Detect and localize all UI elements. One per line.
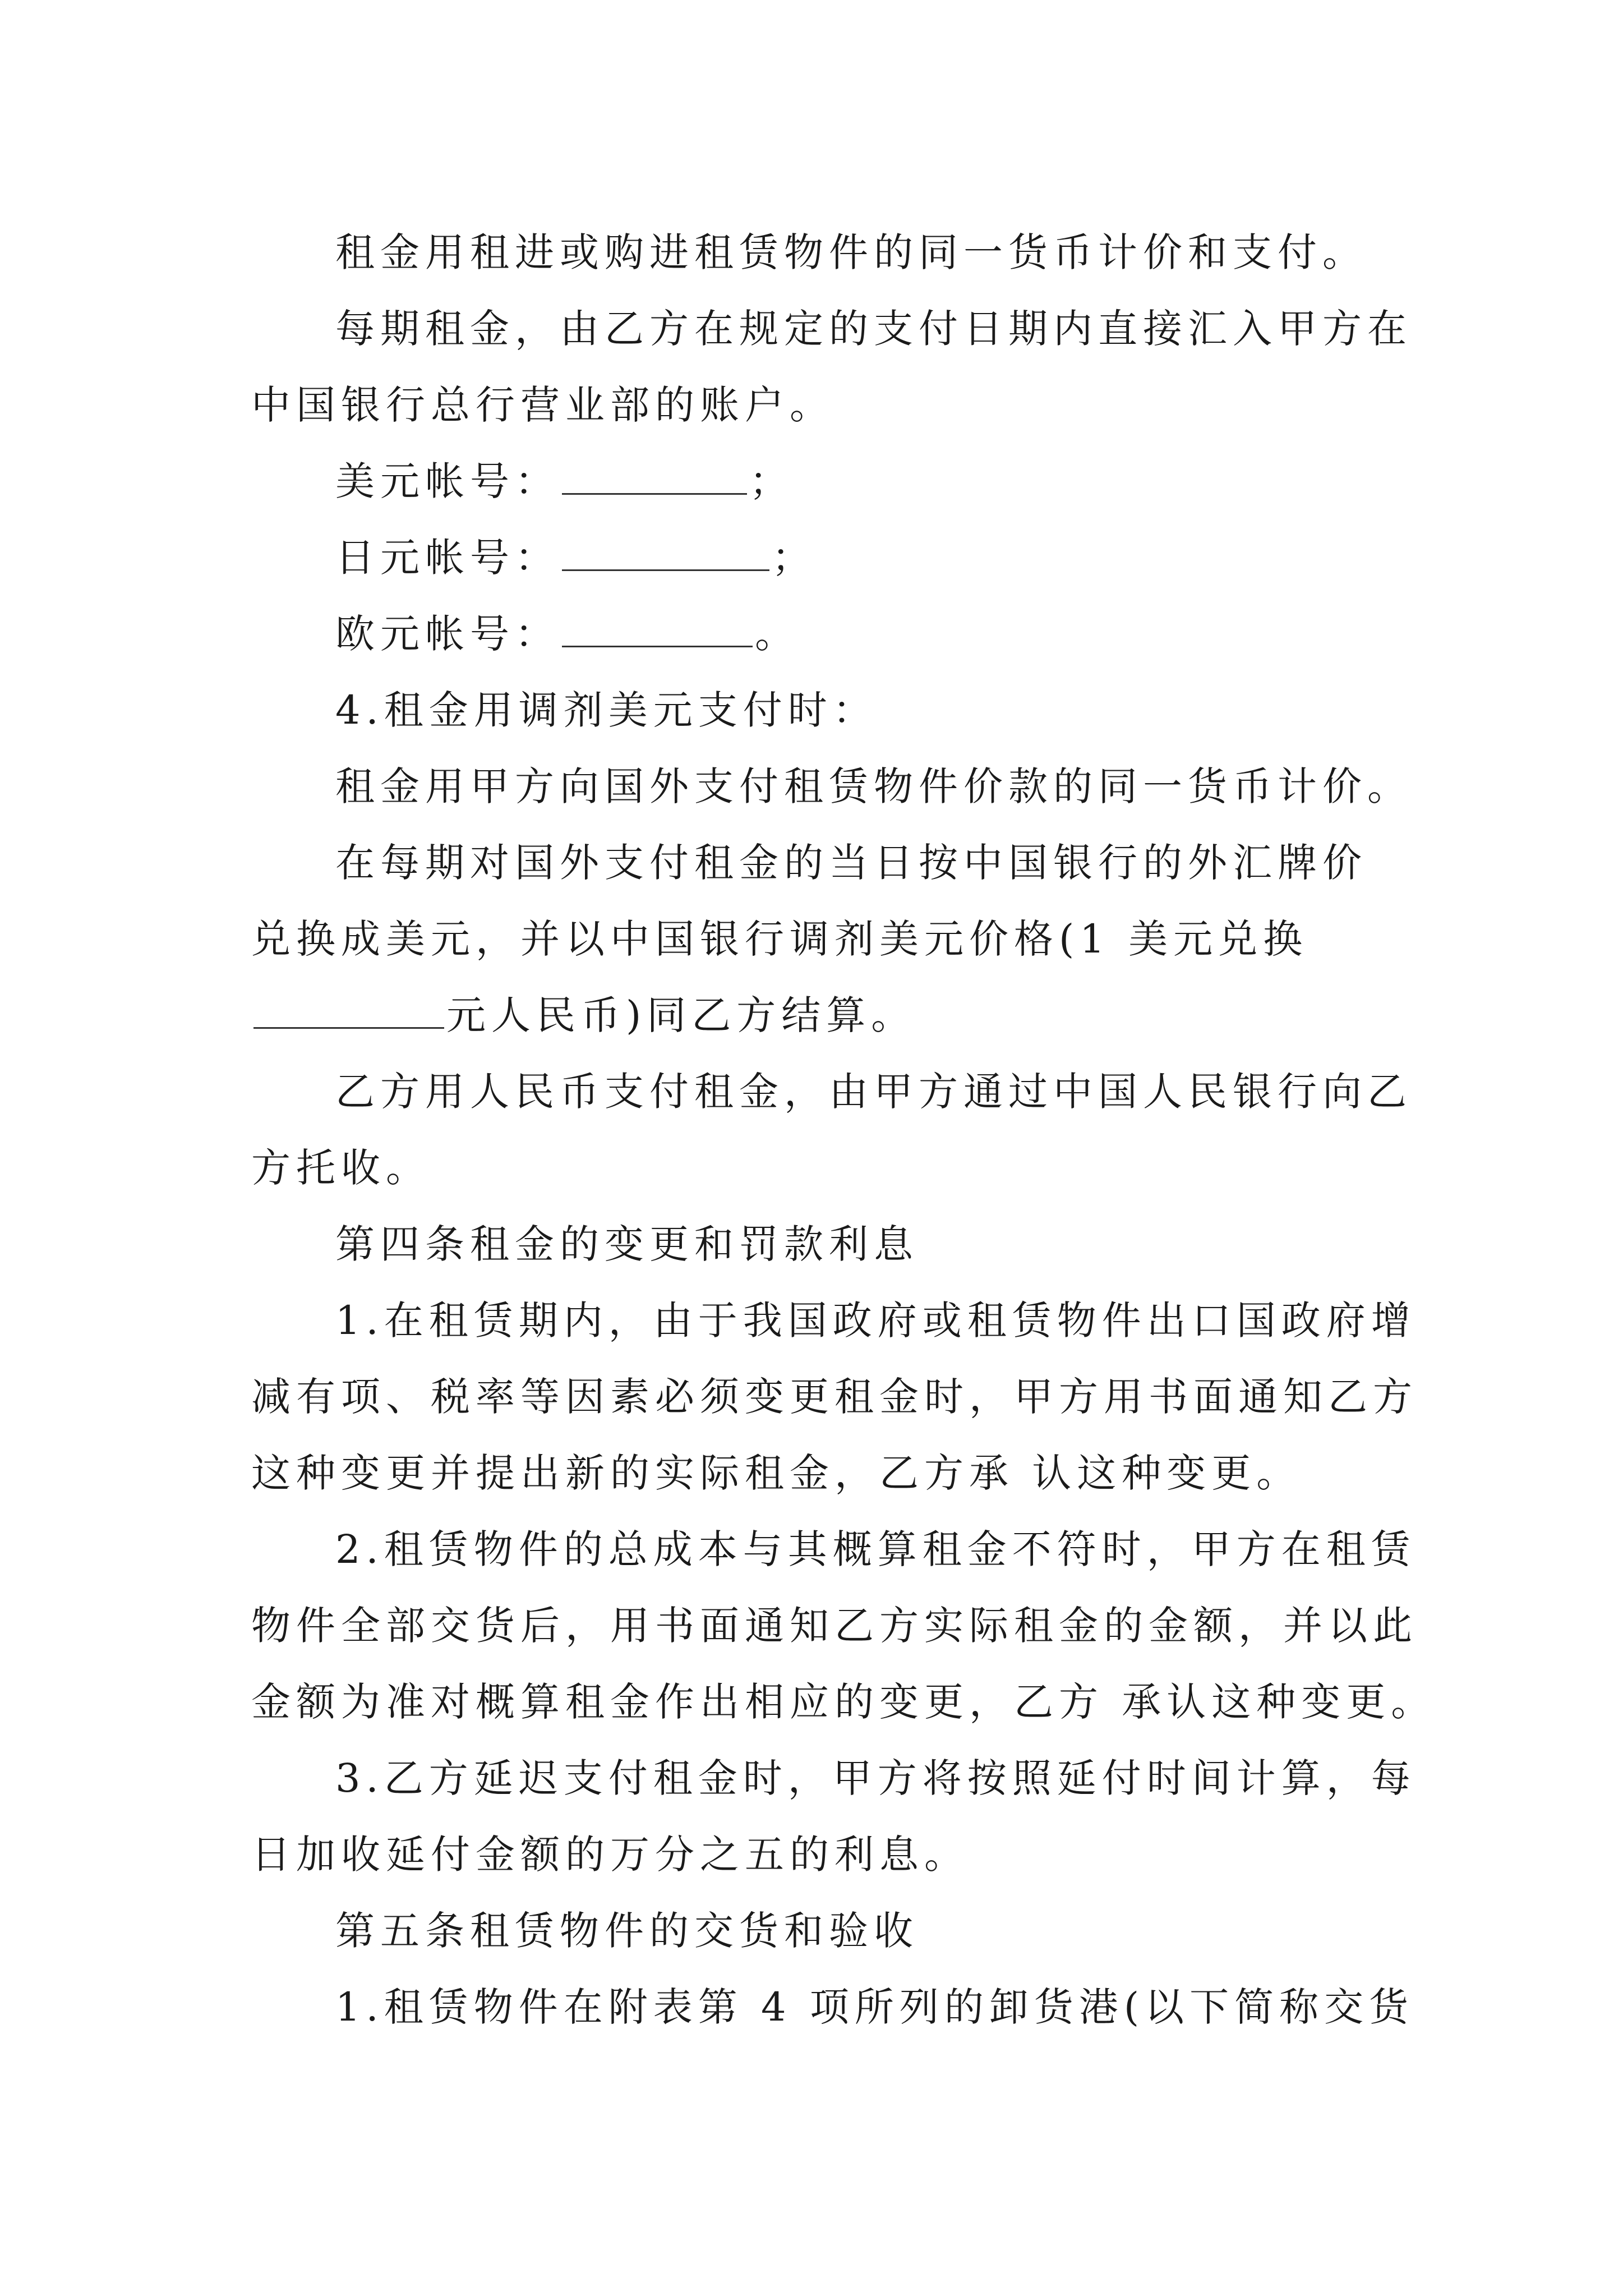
paragraph-line: 兑换成美元，并以中国银行调剂美元价格(1 美元兑换: [251, 916, 1308, 962]
paragraph-line: 中国银行总行营业部的账户。: [251, 382, 834, 428]
eur-account-blank[interactable]: [562, 614, 753, 647]
paragraph-line: 乙方用人民币支付租金，由甲方通过中国人民银行向乙: [335, 1069, 1412, 1115]
usd-account-line: [251, 443, 1384, 519]
usd-account-end: ；: [749, 458, 794, 504]
rmb-rate-text: 元人民币)同乙方结算。: [446, 992, 916, 1038]
jpy-account-label: 日元帐号：: [335, 535, 560, 581]
usd-account-blank[interactable]: [562, 462, 747, 495]
paragraph-line: 3.乙方延迟支付租金时，甲方将按照延付时间计算，每: [335, 1755, 1416, 1801]
paragraph-line: 租金用租进或购进租赁物件的同一货币计价和支付。: [335, 229, 1367, 275]
rmb-rate-blank[interactable]: [253, 996, 444, 1029]
document-body: [251, 214, 1436, 2045]
paragraph-line: 金额为准对概算租金作出相应的变更，乙方 承认这种变更。: [251, 1679, 1436, 1725]
paragraph-line: 租金用甲方向国外支付租赁物件价款的同一货币计价。: [335, 763, 1412, 809]
jpy-account-line: [251, 519, 1384, 596]
rmb-rate-line: [251, 977, 1384, 1053]
paragraph-line: 这种变更并提出新的实际租金，乙方承 认这种变更。: [251, 1450, 1302, 1496]
section-heading: 第四条租金的变更和罚款利息: [335, 1221, 919, 1267]
paragraph-line: 4.租金用调剂美元支付时：: [335, 687, 878, 733]
jpy-account-blank[interactable]: [562, 538, 769, 571]
paragraph-line: 日加收延付金额的万分之五的利息。: [251, 1832, 969, 1878]
eur-account-end: 。: [755, 611, 800, 657]
jpy-account-end: ；: [772, 535, 817, 581]
paragraph-line: 2.租赁物件的总成本与其概算租金不符时，甲方在租赁: [335, 1526, 1416, 1572]
section-heading: 第五条租赁物件的交货和验收: [335, 1908, 919, 1954]
paragraph-line: 1.在租赁期内，由于我国政府或租赁物件出口国政府增: [335, 1297, 1416, 1343]
paragraph-line: 减有项、税率等因素必须变更租金时，甲方用书面通知乙方: [251, 1374, 1418, 1420]
usd-account-label: 美元帐号：: [335, 458, 560, 504]
paragraph-line: 1.租赁物件在附表第 4 项所列的卸货港(以下简称交货: [335, 1984, 1414, 2030]
paragraph-line: 方托收。: [251, 1145, 431, 1191]
paragraph-line: 物件全部交货后，用书面通知乙方实际租金的金额，并以此: [251, 1603, 1418, 1649]
eur-account-label: 欧元帐号：: [335, 611, 560, 657]
paragraph-line: 每期租金，由乙方在规定的支付日期内直接汇入甲方在: [335, 306, 1412, 352]
eur-account-line: [251, 596, 1384, 672]
paragraph-line: 在每期对国外支付租金的当日按中国银行的外汇牌价: [335, 840, 1367, 886]
